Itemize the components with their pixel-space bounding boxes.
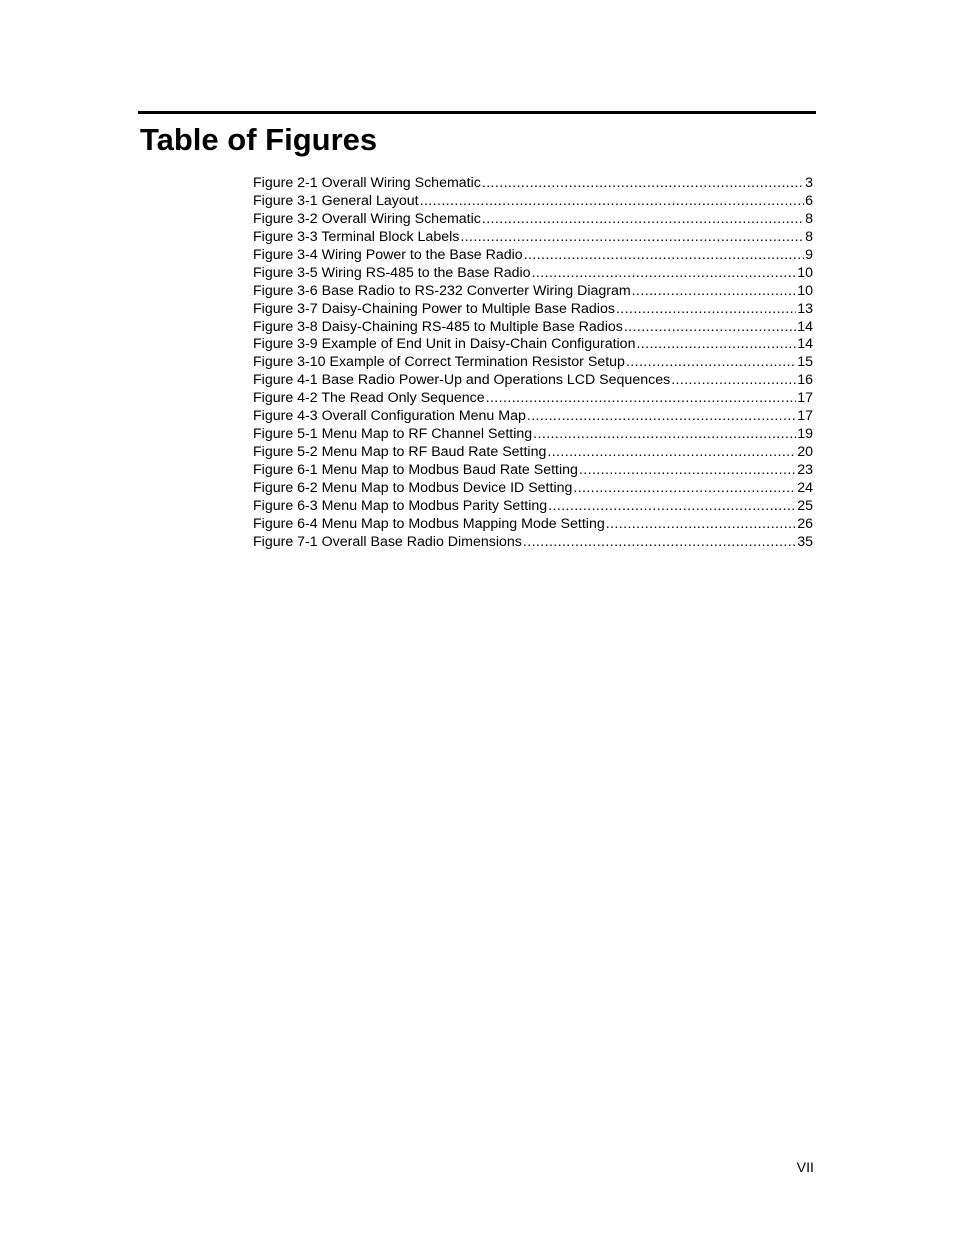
toc-entry-page: 6 <box>805 192 813 209</box>
toc-entry[interactable] <box>253 480 813 498</box>
toc-entry-label: Figure 4-2 The Read Only Sequence <box>253 390 485 407</box>
dot-leader <box>616 301 796 319</box>
toc-entry-page: 25 <box>797 497 813 514</box>
toc-entry[interactable] <box>253 247 813 265</box>
toc-entry-page: 20 <box>797 444 813 461</box>
toc-entry-label: Figure 6-3 Menu Map to Modbus Parity Setting <box>253 497 548 514</box>
dot-leader <box>624 319 796 337</box>
toc-entry-label: Figure 3-5 Wiring RS-485 to the Base Radio <box>253 264 531 281</box>
dot-leader <box>482 211 804 229</box>
toc-entry[interactable] <box>253 319 813 337</box>
toc-entry-label: Figure 3-10 Example of Correct Termination Resistor Setup <box>253 354 625 371</box>
toc-entry-page: 10 <box>797 282 813 299</box>
dot-leader <box>573 480 796 498</box>
toc-entry-label: Figure 3-1 General Layout <box>253 192 419 209</box>
page-title: Table of Figures <box>140 122 378 157</box>
toc-entry-label: Figure 4-3 Overall Configuration Menu Map <box>253 408 526 425</box>
page-number: VII <box>796 1160 814 1176</box>
dot-leader <box>420 193 804 211</box>
toc-entry[interactable] <box>253 462 813 480</box>
toc-entry-label: Figure 5-1 Menu Map to RF Channel Setting <box>253 426 533 443</box>
dot-leader <box>532 265 797 283</box>
toc-entry-label: Figure 7-1 Overall Base Radio Dimensions <box>253 533 522 550</box>
dot-leader <box>527 408 796 426</box>
toc-entry-page: 17 <box>797 390 813 407</box>
dot-leader <box>533 426 796 444</box>
toc-entry[interactable] <box>253 498 813 516</box>
toc-entry-page: 15 <box>797 354 813 371</box>
toc-entry[interactable] <box>253 175 813 193</box>
toc-entry-page: 8 <box>805 228 813 245</box>
dot-leader <box>547 444 796 462</box>
toc-entry-page: 26 <box>797 515 813 532</box>
toc-entry-page: 16 <box>797 372 813 389</box>
toc-entry-label: Figure 2-1 Overall Wiring Schematic <box>253 175 481 191</box>
dot-leader <box>606 516 796 534</box>
toc-entry[interactable] <box>253 534 813 552</box>
dot-leader <box>626 354 796 372</box>
toc-entry[interactable] <box>253 265 813 283</box>
toc-entry-page: 8 <box>805 210 813 227</box>
toc-entry-label: Figure 3-7 Daisy-Chaining Power to Multiple Base Radios <box>253 300 615 317</box>
toc-entry[interactable] <box>253 426 813 444</box>
toc-entry-label: Figure 3-4 Wiring Power to the Base Radio <box>253 246 523 263</box>
toc-entry-page: 19 <box>797 426 813 443</box>
toc-entry[interactable] <box>253 408 813 426</box>
dot-leader <box>548 498 796 516</box>
toc-entry-page: 17 <box>797 408 813 425</box>
dot-leader <box>482 175 804 193</box>
toc-entry-label: Figure 6-2 Menu Map to Modbus Device ID Setting <box>253 479 573 496</box>
top-rule <box>138 111 816 114</box>
toc-entry[interactable] <box>253 193 813 211</box>
toc-entry[interactable] <box>253 336 813 354</box>
toc-entry-page: 9 <box>805 246 813 263</box>
toc-entry-page: 10 <box>797 264 813 281</box>
toc-entry-label: Figure 3-8 Daisy-Chaining RS-485 to Multiple Base Radios <box>253 318 623 335</box>
toc-entry-page: 23 <box>797 462 813 478</box>
toc-entry[interactable] <box>253 229 813 247</box>
toc-entry-page: 35 <box>797 533 813 550</box>
toc-entry[interactable] <box>253 211 813 229</box>
toc-entry-label: Figure 3-6 Base Radio to RS-232 Converter Wiring Diagram <box>253 282 631 299</box>
dot-leader <box>486 390 797 408</box>
toc-entry-label: Figure 3-3 Terminal Block Labels <box>253 228 460 245</box>
toc-entry[interactable] <box>253 301 813 319</box>
toc-entry-page: 14 <box>797 336 813 353</box>
toc-entry[interactable] <box>253 283 813 301</box>
dot-leader <box>524 247 804 265</box>
toc-entry[interactable] <box>253 372 813 390</box>
figure-list <box>253 175 813 552</box>
toc-entry[interactable] <box>253 516 813 534</box>
toc-entry-page: 13 <box>797 300 813 317</box>
toc-entry-label: Figure 4-1 Base Radio Power-Up and Operations LCD Sequences <box>253 372 671 389</box>
dot-leader <box>671 372 796 390</box>
dot-leader <box>460 229 804 247</box>
toc-entry-page: 3 <box>805 175 813 191</box>
dot-leader <box>632 283 797 301</box>
dot-leader <box>636 336 796 354</box>
toc-entry-label: Figure 3-9 Example of End Unit in Daisy-Chain Configuration <box>253 336 636 353</box>
toc-entry-page: 14 <box>797 318 813 335</box>
toc-entry-page: 24 <box>797 479 813 496</box>
toc-entry-label: Figure 5-2 Menu Map to RF Baud Rate Setting <box>253 444 547 461</box>
toc-entry[interactable] <box>253 444 813 462</box>
dot-leader <box>523 534 796 552</box>
toc-entry-label: Figure 3-2 Overall Wiring Schematic <box>253 210 481 227</box>
toc-entry[interactable] <box>253 390 813 408</box>
toc-entry[interactable] <box>253 354 813 372</box>
toc-entry-label: Figure 6-1 Menu Map to Modbus Baud Rate Setting <box>253 462 578 478</box>
toc-entry-label: Figure 6-4 Menu Map to Modbus Mapping Mode Setting <box>253 515 605 532</box>
dot-leader <box>579 462 796 480</box>
